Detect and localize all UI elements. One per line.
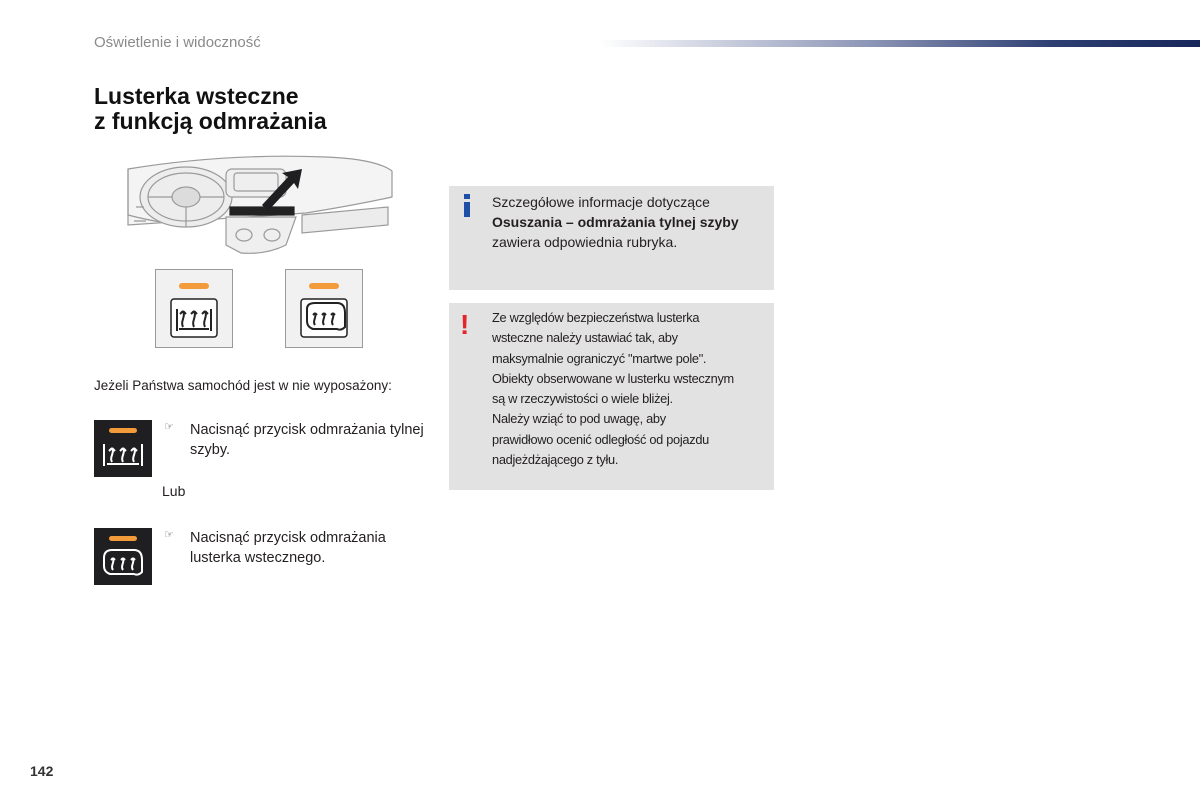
warning-line: nadjeżdżającego z tyłu.: [492, 452, 619, 468]
warning-line: maksymalnie ograniczyć "martwe pole".: [492, 350, 707, 366]
warning-text: [492, 308, 772, 470]
page-title: [94, 84, 327, 134]
warning-line: prawidłowo ocenić odległość od pojazdu: [492, 431, 709, 447]
page-number: 142: [30, 763, 54, 779]
step-bullet: ☞: [164, 421, 174, 433]
info-bold-reference: Osuszania – odmrażania tylnej szyby: [492, 214, 739, 230]
dashboard-illustration: [126, 155, 396, 263]
step-text: Nacisnąć przycisk odmrażania lusterka wstecznego.: [190, 530, 386, 566]
mirror-defrost-icon: [94, 528, 152, 585]
warning-line: są w rzeczywistości o wiele bliżej.: [492, 391, 673, 407]
info-line-3: zawiera odpowiednia rubryka.: [492, 234, 678, 250]
info-line-1: Szczegółowe informacje dotyczące: [492, 194, 710, 210]
warning-box: [449, 303, 774, 490]
warning-line: wsteczne należy ustawiać tak, aby: [492, 330, 678, 346]
or-label: Lub: [162, 483, 186, 499]
page-title-line-1: Lusterka wsteczne: [94, 83, 299, 109]
step-text: Nacisnąć przycisk odmrażania tylnej szyby.: [190, 422, 424, 458]
mirror-defrost-button-illustration: [285, 269, 363, 348]
intro-text: Jeżeli Państwa samochód jest w nie wyposażony:: [94, 378, 392, 393]
info-box: [449, 186, 774, 290]
info-text: [492, 192, 772, 252]
warning-icon: !: [460, 309, 470, 340]
rear-window-defrost-icon: [94, 420, 152, 477]
warning-line: Obiekty obserwowane w lusterku wstecznym: [492, 370, 734, 386]
header-gradient-bar: [600, 40, 1200, 47]
rear-defrost-button-illustration: [155, 269, 233, 348]
warning-line: Należy wziąć to pod uwagę, aby: [492, 411, 666, 427]
header-section-title: Oświetlenie i widoczność: [94, 34, 261, 51]
page-title-line-2: z funkcją odmrażania: [94, 108, 327, 134]
step-bullet: ☞: [164, 529, 174, 541]
warning-line: Ze względów bezpieczeństwa lusterka: [492, 310, 700, 325]
info-icon: [464, 194, 470, 217]
